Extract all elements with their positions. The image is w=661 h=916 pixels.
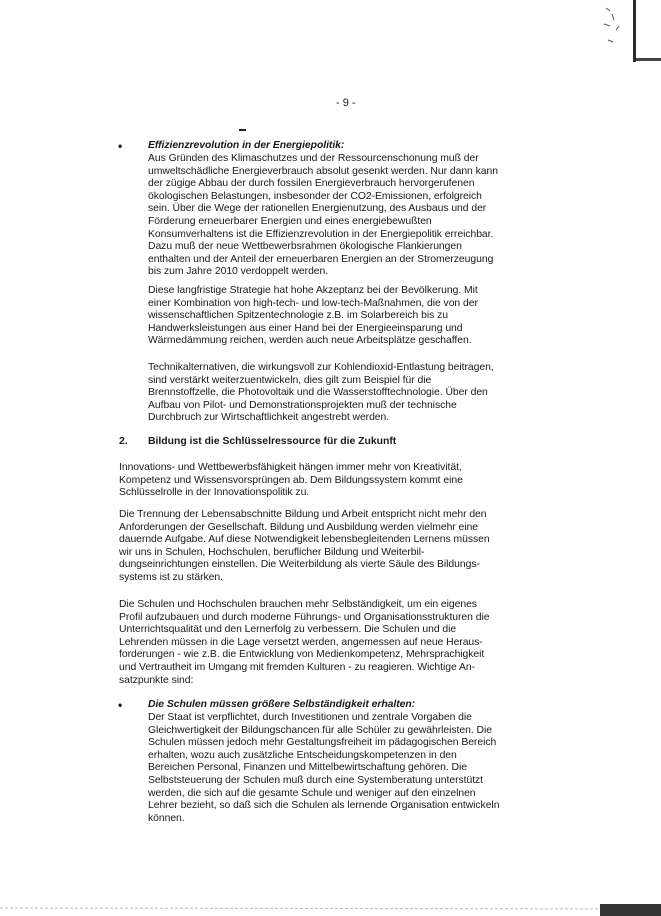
text-line: Durchbruch zur Wirtschaftlichkeit angestrebt werden. [148,412,390,424]
text-line: Wärmedämmung reichen, werden auch neue Arbeitsplätze geschaffen. [148,335,472,347]
text-line: Technikalternativen, die wirkungsvoll zur Kohlendioxid-Entlastung beitragen, [148,362,494,373]
text-line: Handwerksleistungen aus einer Hand bei der Energieeinsparung und [148,322,463,334]
text-line: Dazu muß der neue Wettbewerbsrahmen ökologische Flankierungen [148,241,462,253]
text-line: wir uns in Schulen, Hochschulen, beruflicher Bildung und Weiterbil- [119,546,425,558]
text-line: Aufbau von Pilot- und Demonstrationsprojekten muß der technische [148,399,457,411]
paragraph-effizienz-2 [148,285,478,348]
section-heading-schulen: Die Schulen müssen größere Selbständigkeit erhalten: [148,699,416,710]
text-line: der zügige Abbau der durch fossilen Energieverbrauch hervorgerufenen [148,178,475,190]
text-line: systems ist zu stärken. [119,571,223,583]
text-line: satzpunkte sind: [119,674,194,686]
text-line: Brennstoffzelle, die Photovoltaik und die Wasserstofftechnologie. Über den [148,387,488,399]
text-line: Die Schulen und Hochschulen brauchen mehr Selbständigkeit, um ein eigenes [119,599,477,610]
scan-artifact-top-right [598,0,661,70]
text-line: Innovations- und Wettbewerbsfähigkeit hängen immer mehr von Kreativität, [119,462,462,473]
text-line: Die Trennung der Lebensabschnitte Bildung und Arbeit entspricht nicht mehr den [119,509,487,520]
text-line: Aus Gründen des Klimaschutzes und der Ressourcenschonung muß der [148,153,479,164]
text-line: Bereichen Personal, Finanzen und Mittelbewirtschaftung gehören. Die [148,762,467,774]
text-line: Anforderungen der Gesellschaft. Bildung und Ausbildung werden vielmehr eine [119,521,478,533]
text-line: dauernde Aufgabe. Auf diese Notwendigkeit lebensbegleitenden Lernens müssen [119,534,490,546]
text-line: forderungen - wie z.B. die Entwicklung von Medienkompetenz, Mehrsprachigkeit [119,649,485,661]
text-line: bis zum Jahre 2010 verdoppelt werden. [148,266,329,278]
bullet-marker: • [118,698,123,712]
text-line: erhalten, wozu auch zusätzliche Entscheidungskompetenzen in den [148,749,457,761]
text-line: ökologischen Belastungen, insbesonder der CO2-Emissionen, erfolgreich [148,190,482,202]
text-line: enthalten und der Anteil der erneuerbaren Energien an der Stromerzeugung [148,253,494,265]
section-number: 2. [119,436,128,447]
text-line: Gleichwertigkeit der Bildungschancen für alle Schüler zu gewährleisten. Die [148,724,492,736]
text-line: sein. Über die Wege der rationellen Energienutzung, des Ausbaus und der [148,203,487,215]
text-line: können. [148,812,185,824]
text-line: Förderung erneuerbarer Energien und eines energiebewußten [148,215,432,227]
bullet-marker: • [118,139,123,153]
text-line: Konsumverhaltens ist die Effizienzrevolution in der Energiepolitik erreichbar. [148,228,494,240]
text-line: Schlüsselrolle in der Innovationspolitik zu. [119,487,310,499]
text-line: Schulen müssen jedoch mehr Gestaltungsfreiheit im pädagogischen Bereich [148,737,497,749]
text-line: wissenschaftlichen Spitzentechnologie z.B. im Solarbereich bis zu [148,310,448,322]
page-number: - 9 - [336,97,356,109]
text-line: dungseinrichtungen einstellen. Die Weiterbildung als vierte Säule des Bildungs- [119,559,480,571]
text-line: Profil aufzubauen und durch moderne Führungs- und Organisationsstrukturen die [119,611,490,623]
paragraph-bildung-1 [119,462,463,500]
text-line: sind verstärkt weiterzuentwickeln, dies gilt zum Beispiel für die [148,374,432,386]
text-line: Lehrenden müssen in die Lage versetzt werden, angemessen auf neue Heraus- [119,636,483,648]
section-heading-effizienzrevolution: Effizienzrevolution in der Energiepolitik: [148,140,345,151]
text-line: Unterrichtsqualität und den Lernerfolg zu verbessern. Die Schulen und die [119,624,457,636]
paragraph-schulen-1 [148,712,499,825]
text-line: Lehrer bezieht, so daß sich die Schulen als lernende Organisation entwickeln [148,800,500,812]
section-heading-bildung: Bildung ist die Schlüsselressource für die Zukunft [148,436,397,447]
text-line: Diese langfristige Strategie hat hohe Akzeptanz bei der Bevölkerung. Mit [148,285,478,296]
text-line: und Vertrautheit im Umgang mit fremden Kulturen - zu reagieren. Wichtige An- [119,661,476,673]
paragraph-bildung-3 [119,599,489,687]
text-line: umweltschädliche Energieverbrauch absolut gesenkt werden. Nur dann kann [148,165,498,177]
text-line: Selbststeuerung der Schulen muß durch eine Systemberatung unterstützt [148,774,484,786]
text-line: Kompetenz und Wissensvorsprüngen ab. Dem Bildungssystem kommt eine [119,474,463,486]
paragraph-bildung-2 [119,509,490,585]
text-line: werden, die sich auf die gesamte Schule und weniger auf den einzelnen [148,787,476,799]
dash-mark [239,129,246,131]
text-line: Der Staat ist verpflichtet, durch Investitionen und zentrale Vorgaben die [148,712,472,723]
paragraph-effizienz-3 [148,362,494,425]
scan-artifact-bottom [0,898,661,916]
paragraph-effizienz-1 [148,153,498,279]
text-line: einer Kombination von high-tech- und low-tech-Maßnahmen, die von der [148,297,478,309]
